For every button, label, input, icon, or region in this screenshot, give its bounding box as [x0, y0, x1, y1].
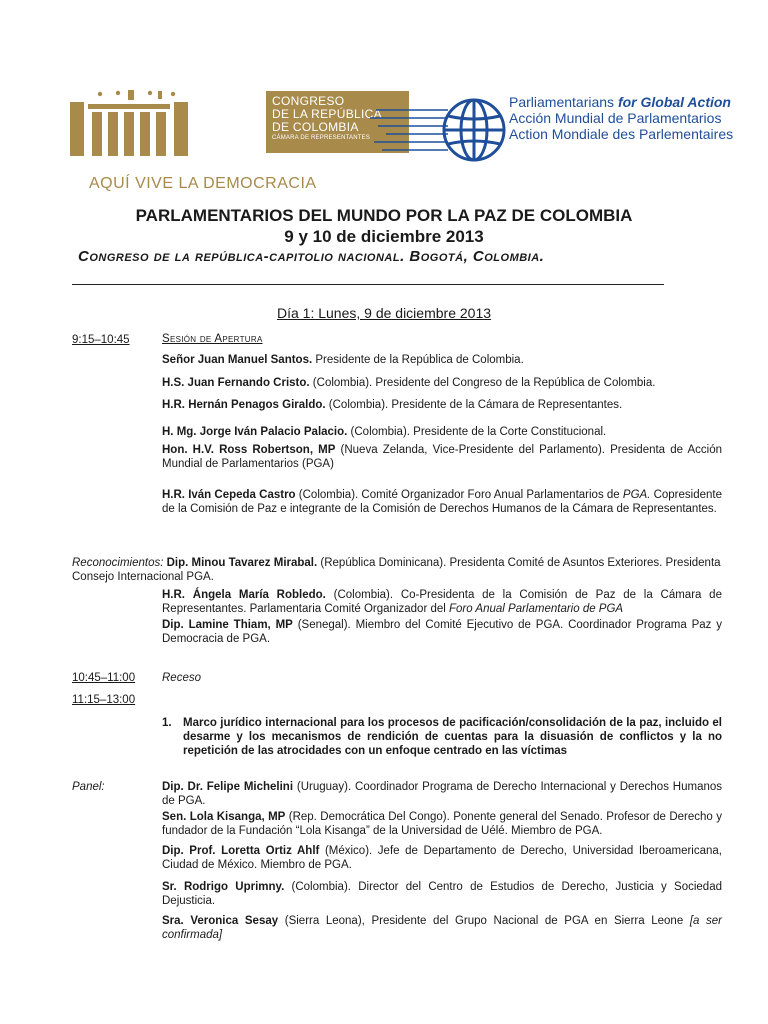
panelist-entry: Sra. Veronica Sesay (Sierra Leona), Presidente del Grupo Nacional de PGA en Sierra Leone [a ser confirmada] — [162, 915, 722, 941]
break-label: Receso — [162, 672, 201, 684]
session-time: 11:15–13:00 — [72, 694, 136, 706]
document-venue: Congreso de la república-capitolio nacional. Bogotá, Colombia. — [78, 248, 545, 265]
speaker-entry: Hon. H.V. Ross Robertson, MP (Nueva Zelanda, Vice-Presidente del Parlamento). Presidenta de Acción Mundial de Parlamentarios (PGA) — [162, 444, 722, 470]
congreso-line: CÁMARA DE REPRESENTANTES — [272, 135, 371, 141]
capitol-emblem-icon — [68, 84, 198, 158]
panel-label: Panel: — [72, 781, 105, 793]
topic-number: 1. — [162, 717, 172, 729]
pga-name — [509, 94, 733, 142]
pga-line: Parliamentarians — [509, 94, 618, 110]
session-heading: Sesión de Apertura — [162, 333, 263, 345]
pga-line: Acción Mundial de Parlamentarios — [509, 110, 722, 126]
pga-line-emphasis: for Global Action — [617, 94, 731, 110]
congreso-line: DE LA REPÚBLICA — [272, 107, 382, 121]
speaker-entry: H.R. Hernán Penagos Giraldo. (Colombia). Presidente de la Cámara de Representantes. — [162, 399, 623, 411]
speaker-entry: H.R. Ángela María Robledo. (Colombia). Co-Presidenta de la Comisión de Paz de la Cámara de Representantes. Parlamentaria Comité Organizador del Foro Anual Parlamentario de PGA — [162, 589, 722, 615]
congreso-line: DE COLOMBIA — [272, 120, 359, 134]
recognition-entry: Reconocimientos: Dip. Minou Tavarez Mirabal. (República Dominicana). Presidenta Comité de Asuntos Exteriores. Presidenta Consejo Internacional PGA. — [72, 557, 721, 583]
speaker-entry: Dip. Lamine Thiam, MP (Senegal). Miembro del Comité Ejecutivo de PGA. Coordinador Programa Paz y Democracia de PGA. — [162, 619, 722, 645]
document-dates: 9 y 10 de diciembre 2013 — [284, 227, 484, 246]
congreso-logo — [68, 84, 382, 158]
tagline: AQUÍ VIVE LA DEMOCRACIA — [89, 175, 317, 192]
pga-globe-icon — [368, 90, 508, 170]
speaker-entry: Señor Juan Manuel Santos. Presidente de la República de Colombia. — [162, 354, 524, 366]
congreso-line: CONGRESO — [272, 94, 345, 108]
speaker-entry: H.S. Juan Fernando Cristo. (Colombia). Presidente del Congreso de la República de Colombia. — [162, 377, 656, 389]
section-label: Reconocimientos: — [72, 557, 164, 569]
panelist-entry: Sr. Rodrigo Uprimny. (Colombia). Director del Centro de Estudios de Derecho, Justicia y Sociedad Dejusticia. — [162, 881, 722, 907]
panelist-entry: Sen. Lola Kisanga, MP (Rep. Democrática Del Congo). Ponente general del Senado. Profesor de Derecho y fundador de la Fundación “Lola Kisanga” de la Universidad de Uélé. Miembro de PGA. — [162, 811, 722, 837]
topic-text: Marco jurídico internacional para los procesos de pacificación/consolidación de la paz, incluido el desarme y los mecanismos de rendición de cuentas para la disuasión de conflictos y la no repetición de las atrocidades con un enfoque centrado en las víctimas — [183, 717, 722, 757]
document-title: PARLAMENTARIOS DEL MUNDO POR LA PAZ DE COLOMBIA — [135, 206, 633, 225]
panelist-entry: Dip. Prof. Loretta Ortiz Ahlf (México). Jefe de Departamento de Derecho, Universidad Iberoamericana, Ciudad de México. Miembro de PGA. — [162, 845, 722, 871]
session-topic — [162, 716, 722, 758]
divider — [72, 284, 664, 285]
session-time: 9:15–10:45 — [72, 334, 130, 346]
pga-line: Action Mondiale des Parlementaires — [509, 126, 734, 142]
break-time: 10:45–11:00 — [72, 672, 136, 684]
panelist-entry: Dip. Dr. Felipe Michelini (Uruguay). Coordinador Programa de Derecho Internacional y Derechos Humanos de PGA. — [162, 781, 723, 807]
speaker-entry: H.R. Iván Cepeda Castro (Colombia). Comité Organizador Foro Anual Parlamentarios de PGA. Copresidente de la Comisión de Paz e integrante de la Comisión de Derechos Humanos de la Cámara de Representantes. — [162, 489, 722, 515]
day-heading: Día 1: Lunes, 9 de diciembre 2013 — [276, 305, 492, 321]
speaker-entry: H. Mg. Jorge Iván Palacio Palacio. (Colombia). Presidente de la Corte Constitucional. — [162, 426, 607, 438]
